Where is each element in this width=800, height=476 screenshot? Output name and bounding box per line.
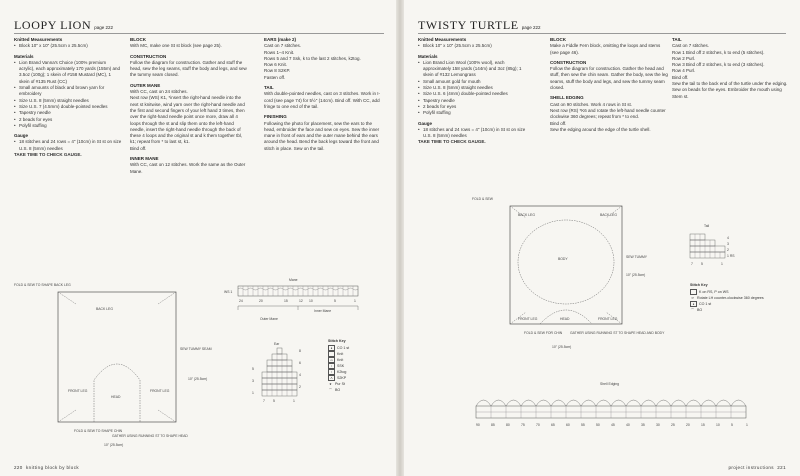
block-text: Make a Fiddle Fern block, omitting the loops and stems (see page 46). <box>550 43 661 55</box>
gauge-list <box>418 127 526 140</box>
book-gutter <box>396 0 404 476</box>
shell-col-number: 35 <box>641 423 645 427</box>
tail-line: Sew the tail to the back end of the turtle under the edging. Sew on beads for the eyes. Embroider the mouth using Stem st. <box>672 81 788 99</box>
list-item: • Size U.S. 8 (5mm) straight needles <box>423 85 526 91</box>
fold-label: FOLD & SEW TO SHAPE BACK LEG <box>14 283 71 287</box>
list-item: • Polyfil stuffing <box>19 123 122 129</box>
key-row: Knit <box>328 351 388 357</box>
fold-lines <box>510 206 622 324</box>
list-item: • Block 10" x 10" (25.5cm x 25.5cm) <box>423 43 526 49</box>
ear-row-number: 3 <box>252 379 254 383</box>
head-label: HEAD <box>560 317 570 321</box>
construction-heading: CONSTRUCTION <box>130 53 167 59</box>
key-row: K on RS, P on WS <box>690 289 796 295</box>
shell-col-number: 50 <box>596 423 600 427</box>
tail-grid <box>690 234 725 258</box>
key-row: ɷ Knit <box>328 357 388 363</box>
list-item: • Size U.S. 6 (4mm) double-pointed needles <box>423 91 526 97</box>
shell-edging-text: Sew the edging around the edge of the turtle shell. <box>550 126 651 132</box>
right-page-ref: page 222 <box>521 25 541 30</box>
book-section: project instructions <box>728 465 774 470</box>
left-title-rule <box>14 33 384 34</box>
co-icon: ● <box>690 301 697 307</box>
left-stitch-key <box>328 338 388 393</box>
shell-edging-title: Shell Edging <box>600 382 620 386</box>
front-leg-label: FRONT LEG <box>518 317 538 321</box>
finishing-text: Following the photo for placement, sew the ears to the head, embroider the face and sew on eyes. Sew the inner mane in front of ears and the outer mane behind the ears around the head. Bend the back legs toward the front and stitch in place. Sew on the tail. <box>264 120 380 151</box>
list-item: • Tapestry needle <box>423 98 526 104</box>
purl-icon: ★ <box>329 382 332 387</box>
mane-chart <box>224 276 374 328</box>
tail-col-number: 7 <box>691 262 693 266</box>
fold-label: FOLD & SEW <box>472 197 493 201</box>
measurements-list <box>14 43 122 49</box>
right-footer <box>728 465 786 470</box>
co-icon: ● <box>328 345 335 351</box>
key-row: Λ S2KP <box>328 375 388 381</box>
body-gather-line <box>518 220 614 304</box>
ear-row-number: 4 <box>299 373 301 377</box>
key-row: ⌒ BO <box>328 388 341 393</box>
key-row: ● CO 1 st <box>328 345 388 351</box>
ear-col-number: 7 <box>263 399 265 403</box>
block-heading: BLOCK <box>550 37 566 42</box>
list-item: • Block 10" x 10" (25.5cm x 25.5cm) <box>19 43 122 49</box>
tail-heading: TAIL <box>672 37 682 42</box>
measurements-heading: Knitted Measurements <box>418 37 467 42</box>
mane-col-number: 10 <box>309 299 313 303</box>
outer-mane-heading: OUTER MANE <box>130 82 161 88</box>
key-row: ★ Pur St <box>329 382 345 387</box>
block-outline <box>58 292 176 422</box>
ear-row-number: 1 <box>252 391 254 395</box>
construction-text: Follow the diagram for construction. Gather the head and stuff, then sew the chin seam. Gather the body, sew the leg seams, stuff the body and legs, and sew the tummy seam closed. <box>550 66 668 91</box>
lion-construction-diagram <box>14 280 212 448</box>
book-title: knitting block by block <box>26 465 80 470</box>
list-item: • Polyfil stuffing <box>423 110 526 116</box>
key-row: ● CO 1 st <box>690 301 796 307</box>
front-leg-label-right: FRONT LEG <box>150 389 170 393</box>
fold-lines <box>58 292 176 422</box>
width-label: 10" (25.5cm) <box>104 443 124 447</box>
bo-icon: ⌒ <box>690 308 694 313</box>
right-col-materials <box>418 37 526 146</box>
width-label: 10" (25.5cm) <box>552 345 572 349</box>
key-row: ⌒ BO <box>690 308 703 313</box>
list-item: • Size U.S. 8 (5mm) straight needles <box>19 98 122 104</box>
right-pattern-title: TWISTY TURTLE page 222 <box>418 18 541 32</box>
list-item: • 18 stitches and 24 rows = 4" (10cm) in St st on size U.S. 8 (5mm) needles <box>19 139 122 152</box>
back-leg-label-right: BACK LEG <box>600 213 617 217</box>
stitch-key-title: Stitch Key <box>328 339 346 343</box>
shell-col-number: 85 <box>491 423 495 427</box>
construction-heading: CONSTRUCTION <box>550 59 587 65</box>
front-leg-label-right: FRONT LEG <box>598 317 618 321</box>
shell-col-number: 80 <box>506 423 510 427</box>
ears-line: Row 8 S2KP. <box>264 68 291 74</box>
block-outline <box>510 206 622 324</box>
list-item: • Small amounts of black and brown yarn for embroidery <box>19 85 122 98</box>
shell-col-number: 90 <box>476 423 480 427</box>
ear-title: Ear <box>274 342 280 346</box>
ear-row-number: 2 <box>299 385 301 389</box>
page-number: 220 <box>14 465 23 470</box>
tail-line: Cast on 7 stitches. <box>672 43 710 49</box>
tail-line: Row 4 Purl. <box>672 68 696 74</box>
list-item: • Size U.S. 7 (4.5mm) double-pointed needles <box>19 104 122 110</box>
ear-row-number: 6 <box>299 361 301 365</box>
left-col-materials <box>14 37 122 158</box>
measurements-list <box>418 43 526 49</box>
left-col-instructions <box>130 37 248 175</box>
knit-loop-icon: ɷ <box>328 357 335 363</box>
outer-mane-text: Bind off. <box>130 145 147 151</box>
ear-chart <box>250 340 312 412</box>
gauge-list <box>14 139 122 152</box>
height-label: 10" (25.5cm) <box>188 377 208 381</box>
gauge-note: TAKE TIME TO CHECK GAUGE. <box>14 152 82 158</box>
ssk-icon: \ <box>328 363 335 369</box>
tail-line: Row 3 Bind off 2 stitches, k to end (3 stitches). <box>672 62 765 68</box>
shell-grid <box>476 400 746 418</box>
mane-col-number: 5 <box>334 299 336 303</box>
mane-col-number: 1 <box>354 299 356 303</box>
sew-tummy-label: SEW TUMMY <box>626 255 648 259</box>
mane-brackets <box>238 306 358 310</box>
mane-title: Mane <box>289 278 298 282</box>
shell-col-number: 75 <box>521 423 525 427</box>
gauge-heading: Gauge <box>14 133 29 139</box>
turtle-construction-diagram <box>470 196 665 354</box>
mane-grid <box>238 286 358 296</box>
tail-col-number: 1 <box>721 262 723 266</box>
ear-grid <box>262 348 297 396</box>
materials-list <box>14 60 122 129</box>
tail-chart <box>684 222 744 272</box>
tail-line: Bind off. <box>672 74 689 80</box>
mane-col-number: 15 <box>284 299 288 303</box>
inner-mane-heading: INNER MANE <box>130 156 159 162</box>
list-item: • Lion Brand Vanna's Choice (100% premium acrylic), each approximately 170 yards (155m) and 3.5oz (100g); 1 skein of #158 Mustard (MC), 1 skein of #135 Rust (CC) <box>19 60 122 85</box>
right-stitch-key <box>690 282 796 313</box>
inner-mane-label: Inner Mane <box>314 309 332 313</box>
shell-col-number: 25 <box>671 423 675 427</box>
tail-heading: TAIL <box>264 85 274 91</box>
left-footer <box>14 465 79 470</box>
materials-list <box>418 60 526 117</box>
mane-col-number: 20 <box>259 299 263 303</box>
ears-line: Cast on 7 stitches. <box>264 43 302 49</box>
block-heading: BLOCK <box>130 37 146 42</box>
list-item: • 2 beads for eyes <box>423 104 526 110</box>
ears-line: Fasten off. <box>264 74 286 80</box>
shell-col-number: 45 <box>611 423 615 427</box>
outer-mane-label: Outer Mane <box>260 317 278 321</box>
ear-row-number: 8 <box>299 349 301 353</box>
outer-mane-text: With CC, cast on 24 stitches. <box>130 89 188 95</box>
tail-col-number: 5 <box>701 262 703 266</box>
list-item: • 18 stitches and 24 rows = 4" (10cm) in St st on size U.S. 8 (5mm) needles <box>423 127 526 140</box>
back-leg-label: BACK LEG <box>96 307 113 311</box>
shell-col-number: 10 <box>716 423 720 427</box>
page-number: 221 <box>777 465 786 470</box>
tail-row-number: 2 <box>727 248 729 252</box>
shell-col-number: 20 <box>686 423 690 427</box>
tail-row-number: 1 RS <box>727 254 735 258</box>
shell-col-number: 5 <box>731 423 733 427</box>
mane-row-label: WS 1 <box>224 290 233 294</box>
tail-line: Row 2 Purl. <box>672 55 696 61</box>
list-item: • 2 beads for eyes <box>19 117 122 123</box>
mane-col-number: 24 <box>239 299 243 303</box>
materials-heading: Materials <box>14 53 34 59</box>
shell-col-number: 55 <box>581 423 585 427</box>
ear-row-number: 5 <box>252 367 254 371</box>
ears-heading: EARS (make 2) <box>264 37 297 42</box>
key-row: / K2tog <box>328 369 388 375</box>
shell-col-number: 40 <box>626 423 630 427</box>
stitch-key-title: Stitch Key <box>690 283 708 287</box>
gauge-heading: Gauge <box>418 120 433 126</box>
ear-col-number: 1 <box>293 399 295 403</box>
left-pattern-title: LOOPY LION page 222 <box>14 18 113 32</box>
shell-edging-text: Bind off. <box>550 120 567 126</box>
head-gather-line <box>94 364 140 422</box>
shell-col-number: 15 <box>701 423 705 427</box>
key-row: ↺ Rotate LH counter-clockwise 360 degrees <box>691 296 764 301</box>
shell-edging-text: Next row (RS) *K6 and rotate the left-hand needle counter clockwise 360 degrees; repeat from * to end. <box>550 107 666 120</box>
construction-text: Follow the diagram for construction. Gather and stuff the head, sew the leg seams, stuff the body and legs, and sew the tummy seam closed. <box>130 59 247 78</box>
outer-mane-text: Next row (WS) K1, *insert the right-hand needle into the next st knitwise, wind yarn over the right-hand needle and the first and second fingers of your left hand 3 times, then over the right-hand needle point once more, draw all 4 loops through the st and slip them onto the left-hand needle, insert the right-hand needle through the back of these 4 loops and the original st and k them together tbl, k1; repeat from * to last st, k1. <box>130 95 245 145</box>
tail-row-number: 3 <box>727 242 729 246</box>
shell-edging-chart <box>470 380 790 438</box>
finishing-heading: FINISHING <box>264 114 287 120</box>
left-page-ref: page 222 <box>94 25 113 30</box>
right-col-tail <box>672 37 788 100</box>
shell-edging-heading: SHELL EDGING <box>550 95 584 101</box>
height-label: 10" (25.5cm) <box>626 273 646 277</box>
ear-col-number: 5 <box>273 399 275 403</box>
list-item: • Lion Brand Lion Wool (100% wool), each approximately 158 yards (144m) and 3oz (85g); 1 skein of #132 Lemongrass <box>423 60 526 79</box>
list-item: • Small amount gold for mouth <box>423 79 526 85</box>
ears-line: Row 6 Knit. <box>264 62 288 68</box>
shell-col-number: 30 <box>656 423 660 427</box>
shell-col-number: 65 <box>551 423 555 427</box>
s2kp-icon: Λ <box>328 375 335 381</box>
list-item: • Tapestry needle <box>19 110 122 116</box>
gather-label: GATHER USING RUNNING ST TO SHAPE HEAD <box>112 434 188 438</box>
shell-col-number: 70 <box>536 423 540 427</box>
body-label: BODY <box>558 257 568 261</box>
right-title-rule <box>418 33 786 34</box>
fold-chin-label: FOLD & SEW TO SHAPE CHIN <box>74 429 123 433</box>
sew-tummy-label: SEW TUMMY SEAM <box>180 347 212 351</box>
rotate-icon: ↺ <box>691 296 694 301</box>
back-leg-label: BACK LEG <box>518 213 535 217</box>
materials-heading: Materials <box>418 53 438 59</box>
ears-line: Rows 1–4 Knit. <box>264 49 295 55</box>
front-leg-label: FRONT LEG <box>68 389 88 393</box>
gather-label: GATHER USING RUNNING ST TO SHAPE HEAD AND BODY <box>570 331 665 335</box>
shell-col-number: 60 <box>566 423 570 427</box>
tail-text: With double-pointed needles, cast on 3 stitches. Work in I-cord (see page 74) for 5½" (14cm). Bind off. With CC, add fringe to one end of the tail. <box>264 91 380 109</box>
tail-line: Row 1 Bind off 2 stitches, k to end (5 stitches). <box>672 49 765 55</box>
k2tog-icon: / <box>328 369 335 375</box>
shell-col-number: 1 <box>746 423 748 427</box>
tail-title: Tail <box>704 224 710 228</box>
mane-col-number: 12 <box>299 299 303 303</box>
fold-chin-label: FOLD & SEW FOR CHIN <box>524 331 563 335</box>
measurements-heading: Knitted Measurements <box>14 37 63 42</box>
inner-mane-text: With CC, cast on 12 stitches. Work the same as the Outer Mane. <box>130 162 246 174</box>
key-row: \ SSK <box>328 363 388 369</box>
head-label: HEAD <box>111 395 121 399</box>
bo-icon: ⌒ <box>328 388 332 393</box>
shell-edging-text: Cast on 90 stitches. Work 4 rows in St st. <box>550 101 632 107</box>
left-col-finishing <box>264 37 384 152</box>
ears-line: Rows 5 and 7 Ssk, k to the last 2 stitches, k2tog. <box>264 55 361 61</box>
tail-row-number: 4 <box>727 236 729 240</box>
block-text: With MC, make one St st block (see page 25). <box>130 43 222 49</box>
right-col-instructions <box>550 37 668 133</box>
gauge-note: TAKE TIME TO CHECK GAUGE. <box>418 139 486 145</box>
